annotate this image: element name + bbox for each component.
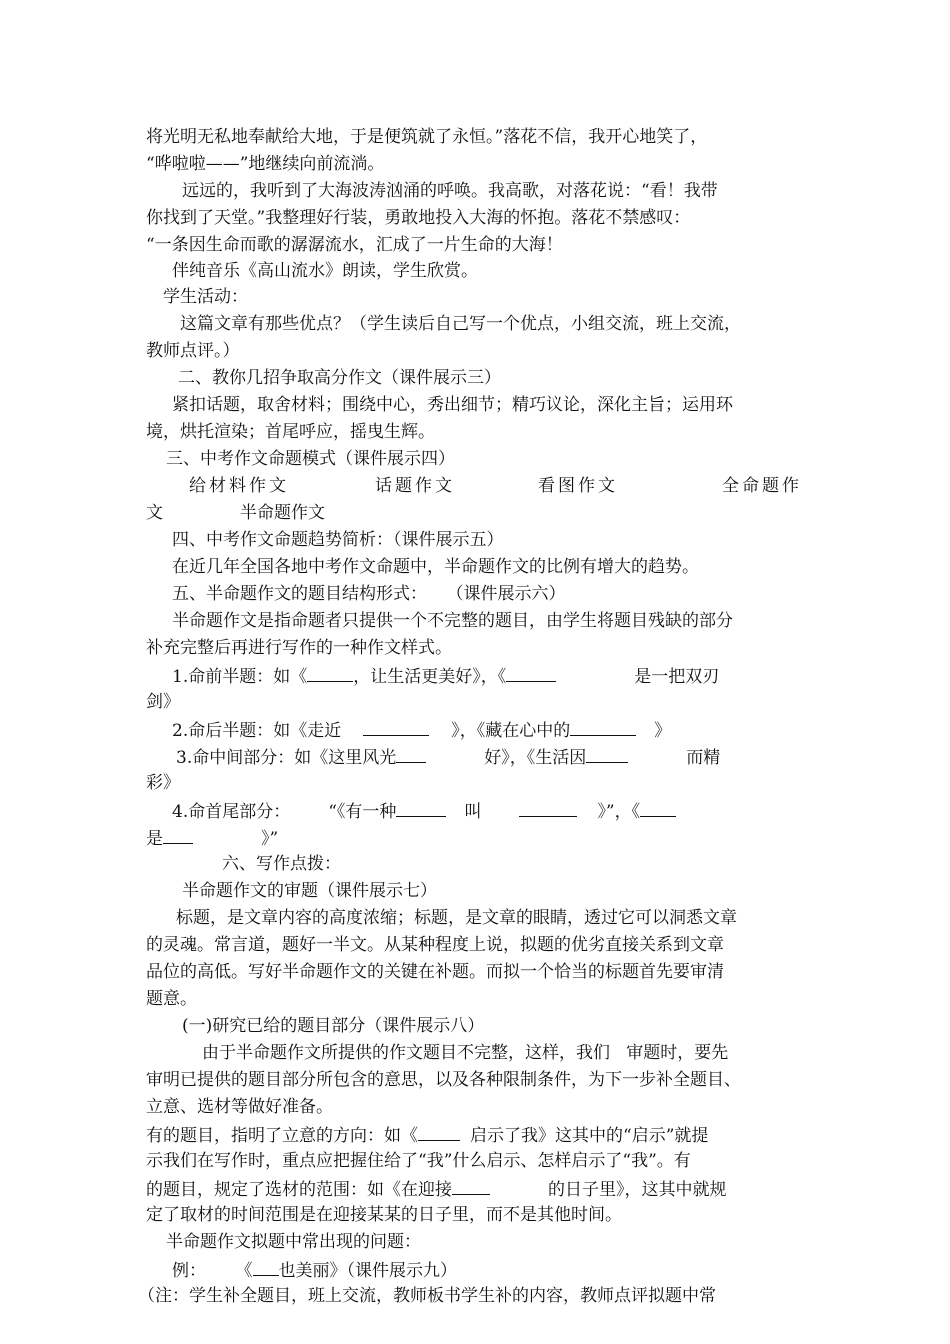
example-line [146, 827, 278, 849]
blank-line [452, 1178, 490, 1195]
example-text: 而精 [686, 748, 721, 768]
example-text: 》” [261, 829, 279, 849]
mode-item: 话题作文 [375, 476, 455, 496]
example-text: “《有一种 [328, 802, 397, 822]
blank-line [253, 1259, 279, 1276]
paragraph-line: 这篇文章有那些优点？（学生读后自己写一个优点，小组交流，班上交流， [180, 314, 741, 334]
paragraph-text: 有的题目，指明了立意的方向：如《 [146, 1126, 418, 1146]
paragraph-line: “哗啦啦——”地继续向前流淌。 [146, 154, 385, 174]
paragraph-text: 启示了我》这其中的“启示”就提 [470, 1126, 709, 1146]
example-line [176, 746, 720, 768]
example-text: 2.命后半题：如《走近 [172, 721, 342, 741]
paragraph-line: “一条因生命而歌的潺潺流水，汇成了一片生命的大海！ [146, 235, 563, 255]
heading-text: 五、半命题作文的题目结构形式： [172, 584, 427, 604]
example-text: 叫 [464, 802, 482, 822]
blank-line [363, 719, 429, 736]
paragraph-line: 伴纯音乐《高山流水》朗读，学生欣赏。 [172, 261, 478, 281]
example-text: 》”，《 [597, 802, 641, 822]
mode-item: 给材料作文 [189, 476, 289, 496]
paragraph-line: 教师点评。） [146, 341, 240, 361]
blank-line [570, 719, 636, 736]
paragraph-line [146, 1178, 727, 1200]
example-line [172, 1259, 457, 1281]
example-line [172, 719, 671, 741]
paragraph-line: 远远的，我听到了大海波涛汹涌的呼唤。我高歌，对落花说：“看！我带 [182, 181, 718, 201]
paragraph-line: 补充完整后再进行写作的一种作文样式。 [146, 638, 452, 658]
example-text: 《 [244, 1261, 253, 1281]
example-text: 》 [654, 721, 672, 741]
section-heading: 二、教你几招争取高分作文（课件展示三） [178, 368, 501, 388]
mode-item: 看图作文 [538, 476, 618, 496]
heading-note: （课件展示六） [455, 584, 566, 604]
example-text: 好》，《生活因 [484, 748, 587, 768]
example-line [172, 800, 676, 822]
blank-line [506, 665, 556, 682]
section-heading: 六、写作点拨： [222, 854, 341, 874]
example-text: 》，《藏在心中的 [451, 721, 571, 741]
example-text: 1.命前半题：如《 [172, 667, 308, 687]
blank-line [307, 665, 353, 682]
paragraph-line: 示我们在写作时，重点应把握住给了“我”什么启示、怎样启示了“我”。有 [146, 1151, 691, 1171]
subsection-heading: 半命题作文的审题（课件展示七） [182, 881, 437, 901]
example-text: ，让生活更美好》，《 [353, 667, 507, 687]
section-heading: 三、中考作文命题模式（课件展示四） [166, 449, 455, 469]
paragraph-line: 审明已提供的题目部分所包含的意思，以及各种限制条件，为下一步补全题目、 [146, 1070, 741, 1090]
paragraph-text: 的题目，规定了选材的范围：如《在迎接 [146, 1180, 452, 1200]
paragraph-line: 在近几年全国各地中考作文命题中，半命题作文的比例有增大的趋势。 [172, 557, 699, 577]
example-line [172, 665, 719, 687]
mode-item: 全命题作 [722, 476, 802, 496]
paragraph-line: 定了取材的时间范围是在迎接某某的日子里，而不是其他时间。 [146, 1205, 622, 1225]
paragraph-line: 境，烘托渲染；首尾呼应，摇曳生辉。 [146, 422, 435, 442]
paragraph-line: 标题，是文章内容的高度浓缩；标题，是文章的眼睛，透过它可以洞悉文章 [176, 908, 737, 928]
example-text: 也美丽》（课件展示九） [278, 1261, 457, 1281]
paragraph-line: 的灵魂。常言道，题好一半文。从某种程度上说，拟题的优劣直接关系到文章 [146, 935, 724, 955]
blank-line [163, 827, 193, 844]
example-line: 剑》 [146, 692, 180, 712]
blank-line [418, 1124, 460, 1141]
example-text: 是 [146, 829, 163, 849]
paragraph-line: 你找到了天堂。”我整理好行装，勇敢地投入大海的怀抱。落花不禁感叹： [146, 208, 691, 228]
blank-line [396, 746, 426, 763]
example-label: 例： [172, 1261, 206, 1281]
subsection-heading: 半命题作文拟题中常出现的问题： [166, 1232, 421, 1252]
paragraph-line: 半命题作文是指命题者只提供一个不完整的题目，由学生将题目残缺的部分 [172, 611, 733, 631]
paragraph-line [146, 1124, 708, 1146]
blank-line [640, 800, 676, 817]
subsection-heading: (一)研究已给的题目部分（课件展示八） [182, 1016, 485, 1036]
example-text: 是一把双刃 [634, 667, 720, 687]
paragraph-line: 题意。 [146, 989, 197, 1009]
mode-item: 半命题作文 [240, 503, 325, 523]
paragraph-text: 的日子里》，这其中就规 [548, 1180, 727, 1200]
paragraph-line: 品位的高低。写好半命题作文的关键在补题。而拟一个恰当的标题首先要审清 [146, 962, 724, 982]
section-heading: 四、中考作文命题趋势简析：（课件展示五） [172, 530, 504, 550]
paragraph-line: 紧扣话题，取舍材料；围绕中心，秀出细节；精巧议论，深化主旨；运用环 [172, 395, 733, 415]
section-heading [172, 584, 566, 604]
blank-line [396, 800, 446, 817]
example-line: 彩》 [146, 773, 180, 793]
blank-line [519, 800, 577, 817]
paragraph-line: （注：学生补全题目，班上交流，教师板书学生补的内容，教师点评拟题中常 [138, 1286, 716, 1306]
mode-item: 文 [146, 503, 163, 523]
paragraph-line: 立意、选材等做好准备。 [146, 1097, 333, 1117]
example-text: 4.命首尾部分： [172, 802, 291, 822]
paragraph-line: 学生活动： [163, 287, 248, 307]
paragraph-line: 将光明无私地奉献给大地，于是便筑就了永恒。”落花不信，我开心地笑了， [146, 127, 708, 147]
paragraph-line: 由于半命题作文所提供的作文题目不完整，这样，我们 审题时，要先 [202, 1043, 729, 1063]
blank-line [586, 746, 628, 763]
example-text: 3.命中间部分：如《这里风光 [176, 748, 397, 768]
